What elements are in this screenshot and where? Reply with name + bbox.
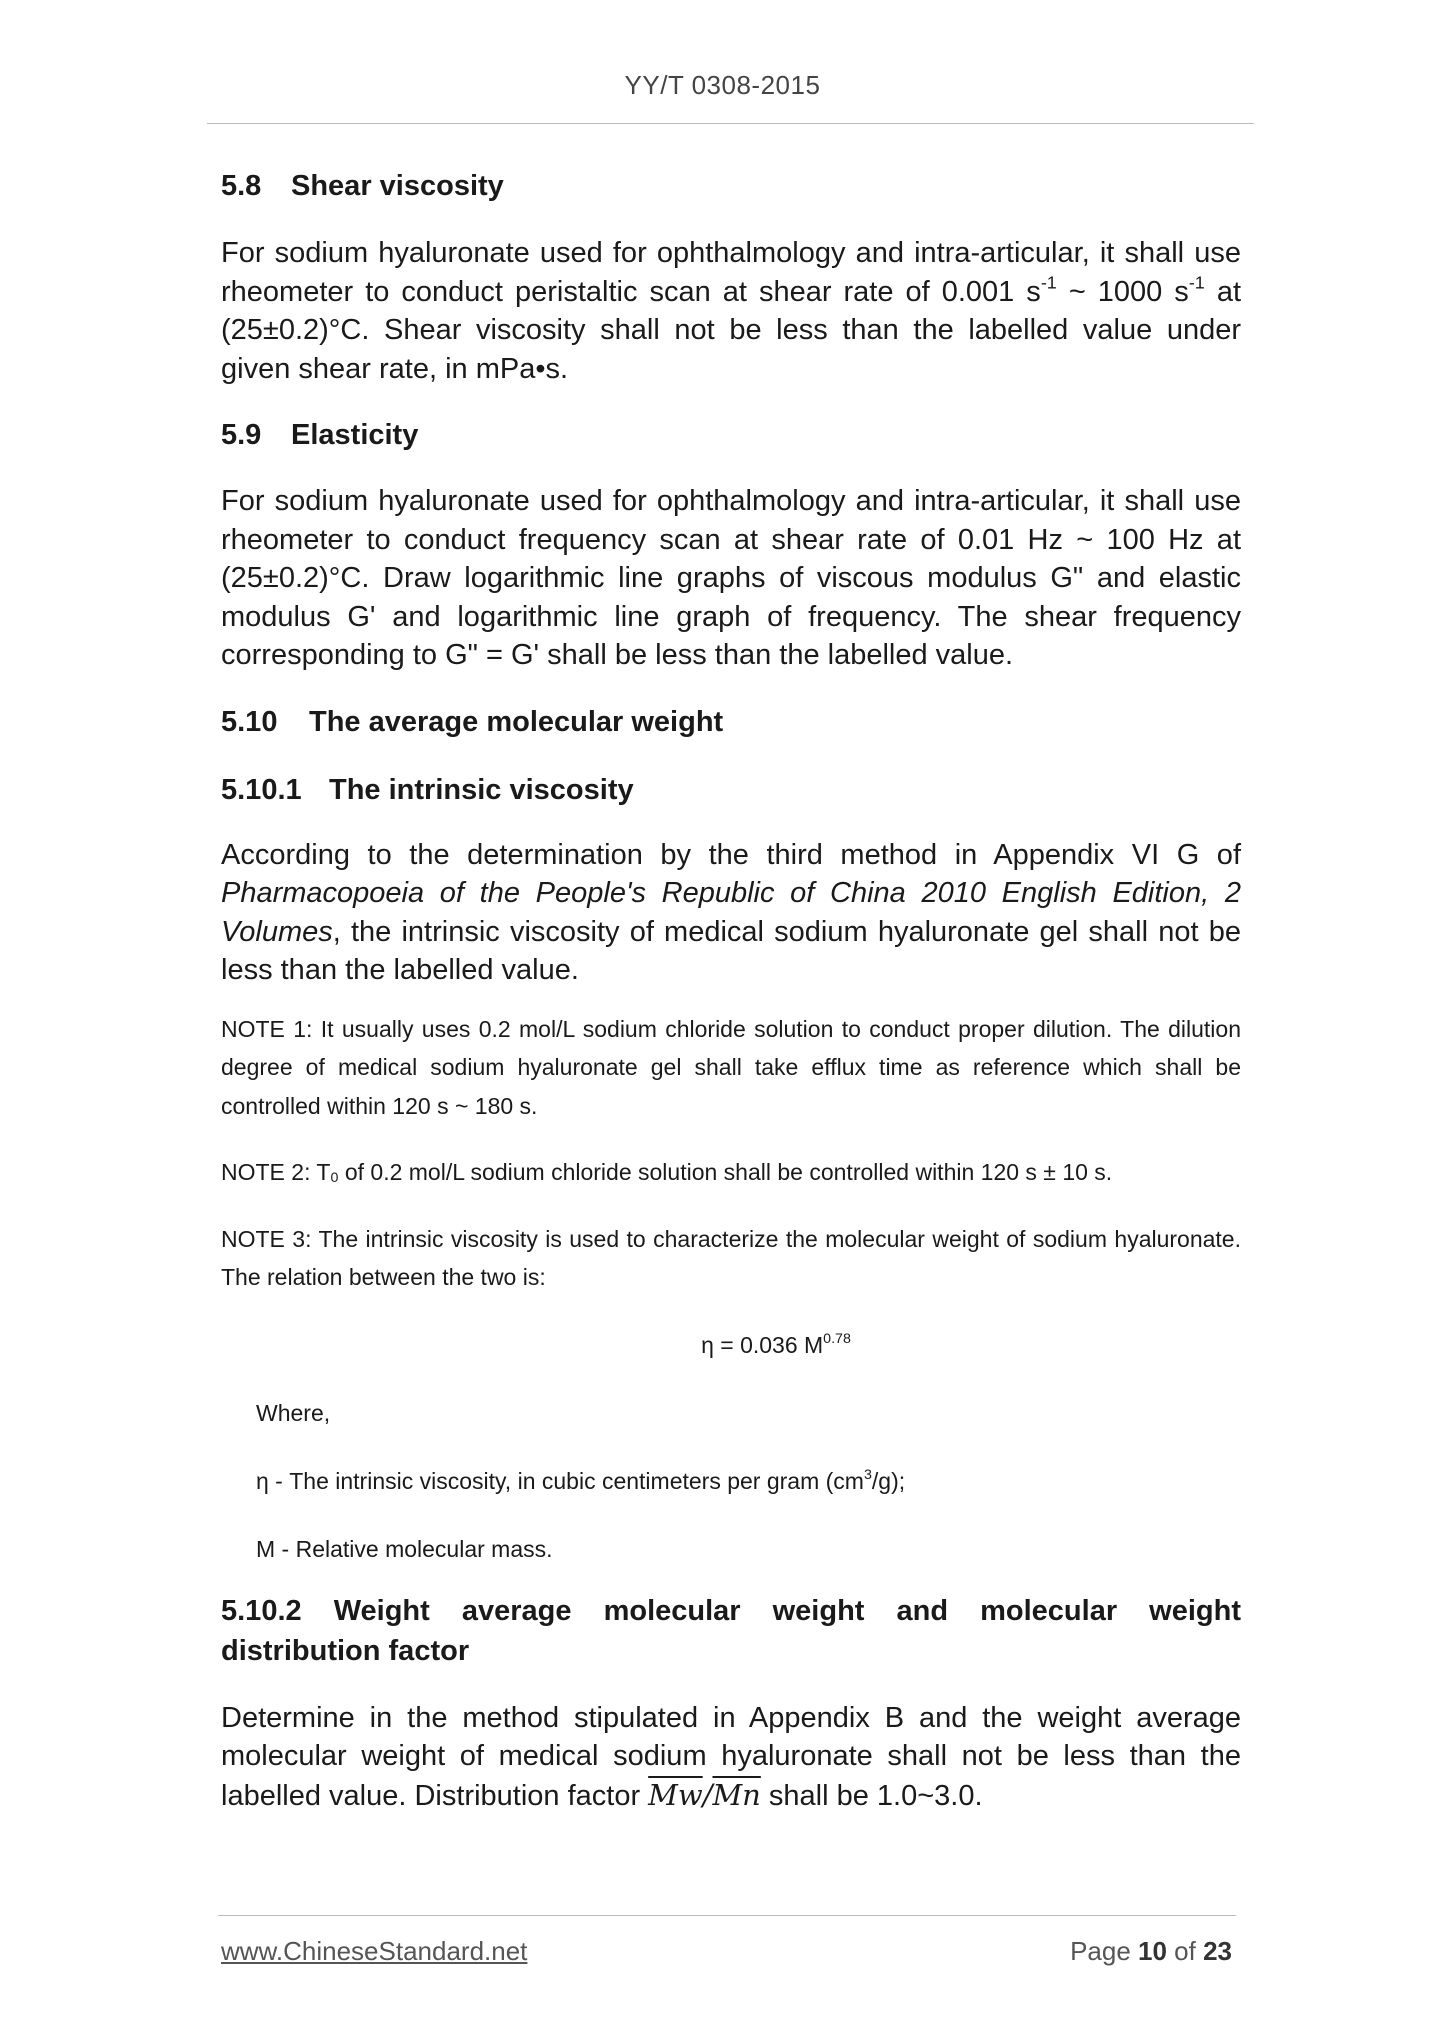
section-title: The intrinsic viscosity — [329, 773, 634, 806]
section-title: The average molecular weight — [309, 705, 724, 738]
text-run: NOTE 2: T — [221, 1159, 331, 1185]
footer-divider — [218, 1915, 1236, 1916]
superscript: -1 — [1188, 271, 1205, 292]
text-run: ~ 1000 s — [1056, 275, 1189, 308]
section-number: 5.10 — [221, 705, 278, 738]
definition-m: M - Relative molecular mass. — [256, 1535, 553, 1562]
section-5-8-paragraph — [221, 234, 1241, 388]
heading-line-1 — [221, 1591, 1241, 1631]
heading-word: weight — [772, 1594, 865, 1627]
text-run: For sodium hyaluronate used for ophthalmology and intra-articular, it shall use rheometer to conduct peristaltic scan at shear rate of 0.001 s — [221, 237, 1241, 308]
section-5-10-heading — [221, 702, 1241, 742]
section-5-8-heading — [221, 166, 1241, 206]
header-divider — [207, 123, 1254, 124]
heading-line-2: distribution factor — [221, 1634, 470, 1667]
text-run: According to the determination by the third method in Appendix VI G of — [221, 838, 1241, 871]
heading-word: Weight — [333, 1594, 430, 1627]
viscosity-formula — [221, 1329, 1241, 1361]
text-run: /g); — [871, 1467, 906, 1494]
section-5-10-1-paragraph — [221, 836, 1241, 990]
where-label: Where, — [256, 1399, 331, 1426]
formula-exponent: 0.78 — [823, 1330, 851, 1347]
text-run: , the intrinsic viscosity of medical sodium hyaluronate gel shall not be less than the labelled value. — [221, 915, 1241, 986]
footer-page-number — [1070, 1936, 1232, 1967]
section-number: 5.9 — [221, 419, 262, 451]
subscript: 0 — [330, 1170, 339, 1187]
text-run: η - The intrinsic viscosity, in cubic centimeters per gram (cm — [256, 1467, 864, 1494]
section-number: 5.10.2 — [221, 1594, 302, 1627]
slash-symbol: / — [702, 1777, 713, 1812]
section-5-10-2-paragraph — [221, 1699, 1241, 1816]
section-5-9-heading — [221, 415, 1241, 455]
note-1: NOTE 1: It usually uses 0.2 mol/L sodium chloride solution to conduct proper dilution. The dilution degree of medical sodium hyaluronate gel shall take efflux time as reference which shall be controlled within 120 s ~ 180 s. — [221, 1015, 1241, 1119]
text-run: of 0.2 mol/L sodium chloride solution shall be controlled within 120 s ± 10 s. — [338, 1159, 1113, 1185]
pharmacopoeia-title: Pharmacopoeia of the People's Republic of China 2010 English Edition, 2 Volumes — [221, 877, 1241, 948]
footer-website-link[interactable]: www.ChineseStandard.net — [221, 1936, 528, 1966]
page-body — [221, 158, 1241, 1815]
mn-symbol: $\overline{Mn}$ — [712, 1777, 761, 1812]
text-run: Page — [1070, 1936, 1139, 1966]
heading-word: and — [896, 1594, 949, 1627]
section-title: Shear viscosity — [291, 170, 504, 202]
note-3: NOTE 3: The intrinsic viscosity is used to characterize the molecular weight of sodium hyaluronate. The relation between the two is: — [221, 1225, 1241, 1290]
text-run: at (25±0.2)°C. Shear viscosity shall not be less than the labelled value under given shear rate, in mPa•s. — [221, 275, 1242, 385]
definition-eta — [256, 1465, 1241, 1497]
text-run: shall be 1.0~3.0. — [760, 1779, 983, 1812]
text-run: Determine in the method stipulated in Appendix B and the weight average molecular weight of medical sodium hyaluronate shall not be less than the labelled value. Distribution factor — [221, 1701, 1241, 1812]
superscript: 3 — [863, 1466, 872, 1483]
section-5-10-2-heading — [221, 1591, 1241, 1671]
section-number: 5.10.1 — [221, 773, 302, 806]
current-page: 10 — [1138, 1936, 1167, 1966]
distribution-factor-formula — [648, 1778, 761, 1812]
heading-word: weight — [1149, 1594, 1241, 1627]
superscript: -1 — [1040, 271, 1057, 292]
total-pages: 23 — [1203, 1936, 1232, 1966]
note-2 — [221, 1153, 1241, 1192]
heading-word: molecular — [603, 1594, 741, 1627]
mw-symbol: $\overline{Mw}$ — [648, 1777, 703, 1812]
section-title: Elasticity — [291, 419, 419, 451]
formula-base: η = 0.036 M — [701, 1331, 824, 1358]
heading-word: average — [461, 1594, 572, 1627]
header-doc-code: YY/T 0308-2015 — [624, 70, 821, 100]
heading-word: molecular — [980, 1594, 1118, 1627]
section-number: 5.8 — [221, 170, 262, 202]
section-5-10-1-heading — [221, 770, 1241, 810]
section-5-9-paragraph: For sodium hyaluronate used for ophthalmology and intra-articular, it shall use rheometer to conduct frequency scan at shear rate of 0.01 Hz ~ 100 Hz at (25±0.2)°C. Draw logarithmic line graphs of viscous modulus G" and elastic modulus G' and logarithmic line graph of frequency. The shear frequency corresponding to G" = G' shall be less than the labelled value. — [221, 485, 1241, 671]
text-run: of — [1166, 1936, 1204, 1966]
